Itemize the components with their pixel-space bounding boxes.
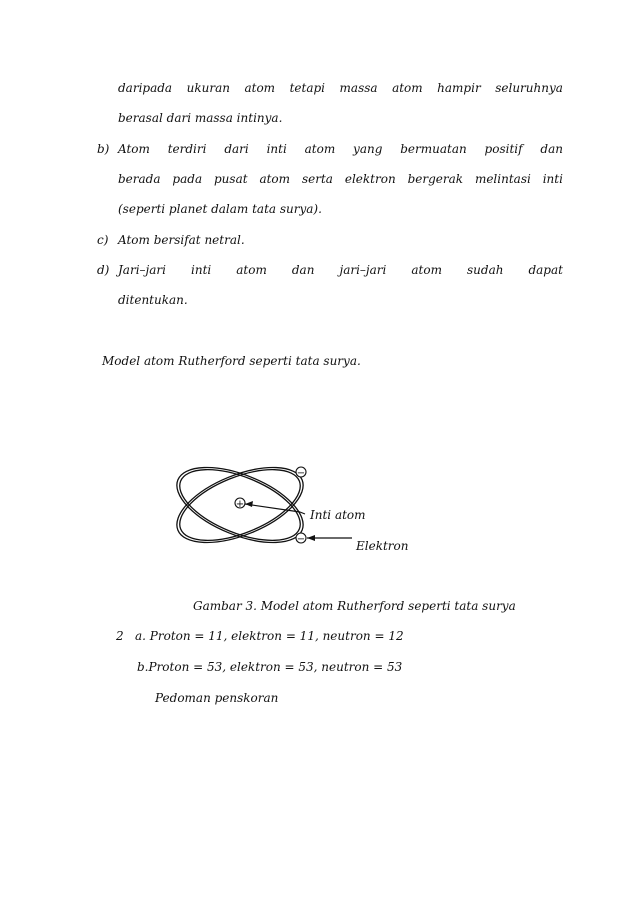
nucleus-symbol: + bbox=[235, 499, 245, 510]
paragraph-a-line-2: berasal dari massa intinya. bbox=[118, 111, 283, 125]
word: jari–jari bbox=[339, 263, 387, 277]
word: atom bbox=[259, 172, 291, 186]
word: serta bbox=[301, 172, 333, 186]
item-b-marker: b) bbox=[97, 142, 110, 156]
scoring-heading: Pedoman penskoran bbox=[155, 691, 279, 705]
word: atom bbox=[244, 81, 276, 95]
figure-caption: Gambar 3. Model atom Rutherford seperti tata surya bbox=[193, 599, 516, 613]
electron-bottom bbox=[296, 533, 306, 545]
answer-b: b.Proton = 53, elektron = 53, neutron = 53 bbox=[137, 660, 403, 674]
nucleus-pointer-arrowhead bbox=[245, 501, 253, 507]
word: tetapi bbox=[289, 81, 326, 95]
electron-symbol-top: − bbox=[296, 468, 306, 479]
electron-symbol-bottom: − bbox=[296, 534, 306, 545]
word: Atom bbox=[118, 142, 150, 156]
word: daripada bbox=[118, 81, 173, 95]
label-elektron: Elektron bbox=[356, 539, 409, 553]
word: elektron bbox=[344, 172, 396, 186]
electron-pointer-arrowhead bbox=[307, 535, 315, 541]
word: atom bbox=[304, 142, 336, 156]
word: bermuatan bbox=[400, 142, 467, 156]
label-inti-atom: Inti atom bbox=[310, 508, 366, 522]
word: atom bbox=[236, 263, 267, 277]
answer-a: a. Proton = 11, elektron = 11, neutron = 12 bbox=[135, 629, 404, 643]
word: pusat bbox=[214, 172, 248, 186]
word: sudah bbox=[467, 263, 504, 277]
word: terdiri bbox=[167, 142, 207, 156]
word: yang bbox=[353, 142, 383, 156]
word: ukuran bbox=[186, 81, 230, 95]
word: massa bbox=[339, 81, 378, 95]
item-d-line-2: ditentukan. bbox=[118, 293, 188, 307]
word: dari bbox=[224, 142, 249, 156]
word: inti bbox=[542, 172, 563, 186]
answer-number: 2 bbox=[116, 629, 124, 643]
word: inti bbox=[191, 263, 212, 277]
word: atom bbox=[411, 263, 442, 277]
word: dapat bbox=[528, 263, 563, 277]
item-c-marker: c) bbox=[97, 233, 109, 247]
word: berada bbox=[118, 172, 161, 186]
word: atom bbox=[392, 81, 423, 95]
word: dan bbox=[540, 142, 563, 156]
word: Jari–jari bbox=[118, 263, 166, 277]
electron-top bbox=[296, 467, 306, 479]
item-c-text: Atom bersifat netral. bbox=[118, 233, 245, 247]
word: seluruhnya bbox=[495, 81, 563, 95]
word: pada bbox=[172, 172, 203, 186]
word: melintasi bbox=[474, 172, 531, 186]
item-d-marker: d) bbox=[97, 263, 110, 277]
word: hampir bbox=[437, 81, 481, 95]
word: bergerak bbox=[407, 172, 464, 186]
word: positif bbox=[484, 142, 523, 156]
nucleus bbox=[235, 498, 245, 510]
word: dan bbox=[291, 263, 315, 277]
item-b-line-3: (seperti planet dalam tata surya). bbox=[118, 202, 322, 216]
model-heading: Model atom Rutherford seperti tata surya. bbox=[102, 354, 361, 368]
word: inti bbox=[266, 142, 287, 156]
